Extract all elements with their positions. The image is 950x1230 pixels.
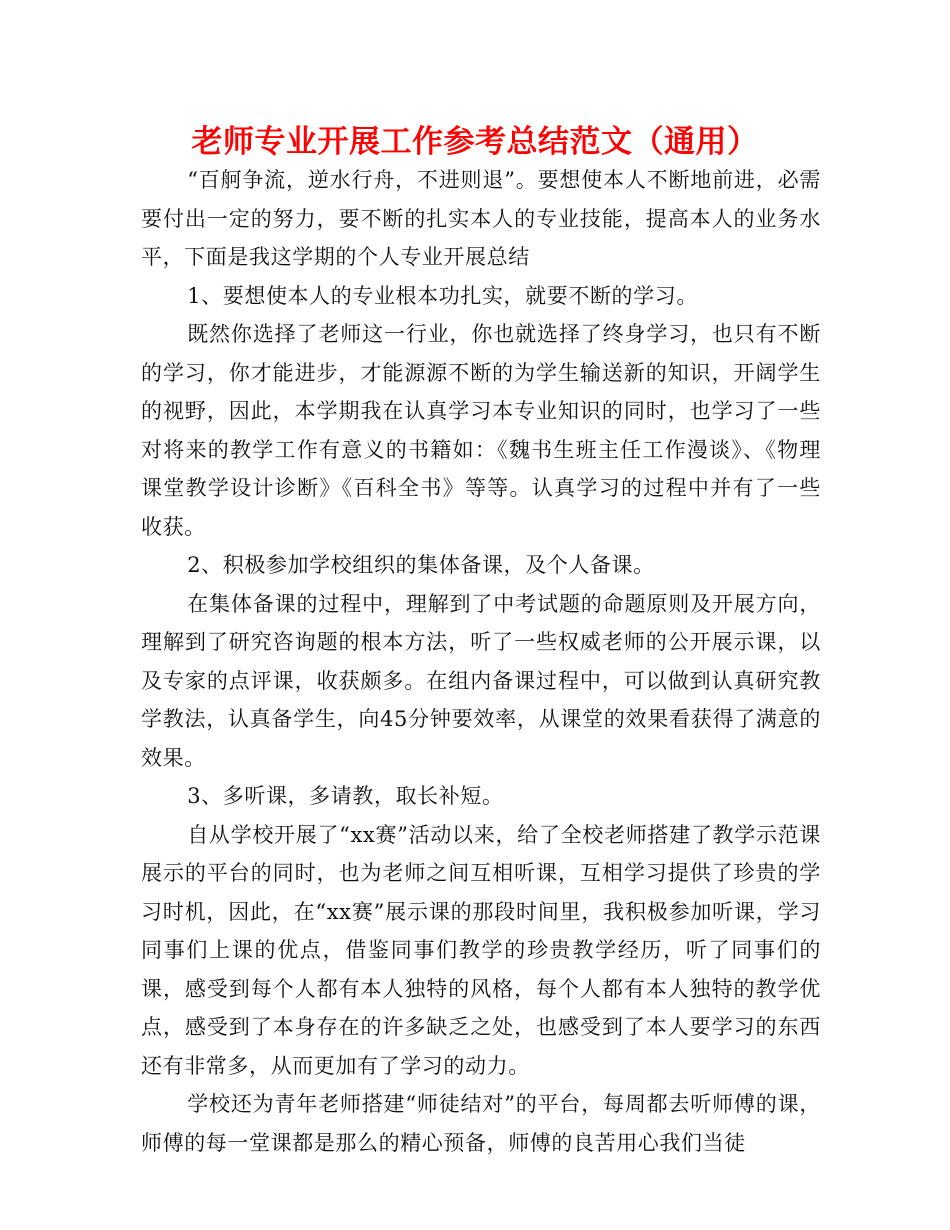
paragraph-3: 自从学校开展了“xx赛”活动以来，给了全校老师搭建了教学示范课展示的平台的同时，也为老师之间互相听课，互相学习提供了珍贵的学习时机，因此，在“xx赛”展示课的那段时间里，我积极参加听课，学习同事们上课的优点，借鉴同事们教学的珍贵教学经历，听了同事们的课，感受到每个人都有本人独特的风格，每个人都有本人独特的教学优点，感受到了本身存在的许多缺乏之处，也感受到了本人要学习的东西还有非常多，从而更加有了学习的动力。: [141, 822, 821, 1078]
paragraph-intro: “百舸争流，逆水行舟，不进则退”。要想使本人不断地前进，必需要付出一定的努力，要不断的扎实本人的专业技能，提高本人的业务水平，下面是我这学期的个人专业开展总结: [141, 168, 821, 269]
paragraph-2: 在集体备课的过程中，理解到了中考试题的命题原则及开展方向，理解到了研究咨询题的根本方法，听了一些权威老师的公开展示课，以及专家的点评课，收获颇多。在组内备课过程中，可以做到认真研究教学教法，认真备学生，向45分钟要效率，从课堂的效果看获得了满意的效果。: [141, 591, 821, 770]
paragraph-1: 既然你选择了老师这一行业，你也就选择了终身学习，也只有不断的学习，你才能进步，才能源源不断的为学生输送新的知识，开阔学生的视野，因此，本学期我在认真学习本专业知识的同时，也学习了一些对将来的教学工作有意义的书籍如：《魏书生班主任工作漫谈》、《物理课堂教学设计诊断》《百科全书》等等。认真学习的过程中并有了一些收获。: [141, 322, 821, 539]
paragraph-4: 学校还为青年老师搭建“师徒结对”的平台，每周都去听师傅的课，师傅的每一堂课都是那么的精心预备，师傅的良苦用心我们当徒: [141, 1092, 821, 1155]
document-body: [141, 161, 821, 1162]
section-heading-3: 3、多听课，多请教，取长补短。: [187, 784, 504, 808]
section-heading-1: 1、要想使本人的专业根本功扎实，就要不断的学习。: [187, 283, 698, 308]
section-heading-2: 2、积极参加学校组织的集体备课，及个人备课。: [187, 553, 655, 577]
document-title: 老师专业开展工作参考总结范文（通用）: [191, 124, 759, 160]
